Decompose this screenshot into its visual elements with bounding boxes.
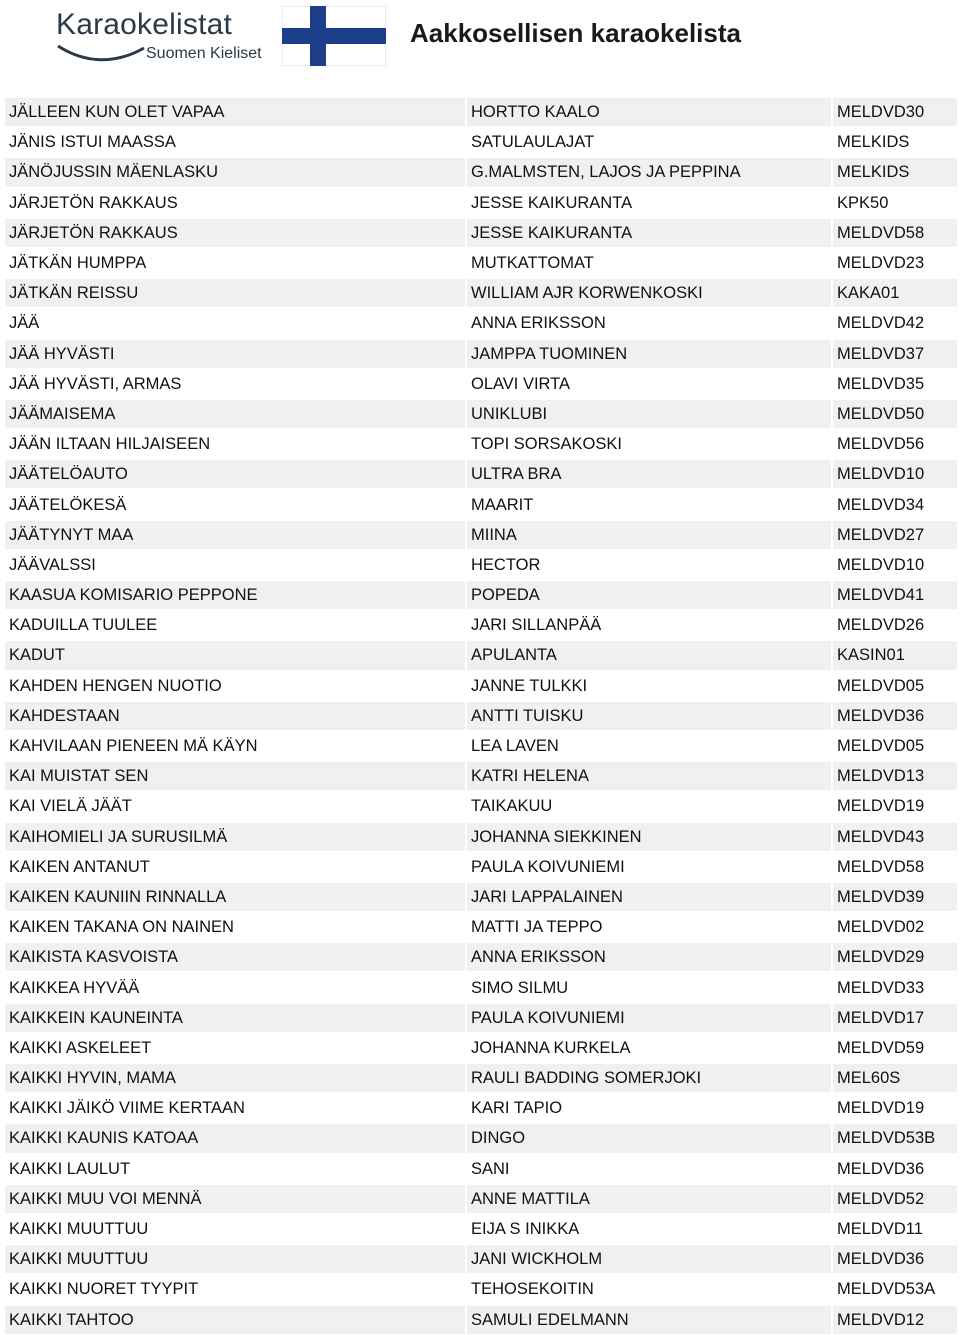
song-title-cell: KAIKEN ANTANUT — [5, 851, 465, 881]
song-title-cell: KAIHOMIELI JA SURUSILMÄ — [5, 821, 465, 851]
artist-cell: SANI — [467, 1153, 831, 1183]
table-row — [5, 488, 957, 518]
table-row — [5, 368, 957, 398]
song-title-cell: KAIKKI ASKELEET — [5, 1032, 465, 1062]
logo-swoosh-icon — [56, 42, 146, 66]
song-title-cell: KAHVILAAN PIENEEN MÄ KÄYN — [5, 730, 465, 760]
artist-cell: JESSE KAIKURANTA — [467, 187, 831, 217]
table-row — [5, 1122, 957, 1152]
artist-cell: ANNE MATTILA — [467, 1183, 831, 1213]
table-row — [5, 1213, 957, 1243]
logo-title: Karaokelistat — [56, 8, 233, 41]
table-row — [5, 609, 957, 639]
table-row — [5, 307, 957, 337]
table-row — [5, 851, 957, 881]
table-row — [5, 1032, 957, 1062]
artist-cell: UNIKLUBI — [467, 398, 831, 428]
table-row — [5, 398, 957, 428]
disc-code-cell: MELDVD10 — [833, 549, 957, 579]
song-title-cell: JÄÄ HYVÄSTI, ARMAS — [5, 368, 465, 398]
song-title-cell: JÄÄTELÖKESÄ — [5, 488, 465, 518]
artist-cell: SAMULI EDELMANN — [467, 1304, 831, 1334]
song-title-cell: KAI MUISTAT SEN — [5, 760, 465, 790]
artist-cell: KATRI HELENA — [467, 760, 831, 790]
song-title-cell: JÄRJETÖN RAKKAUS — [5, 187, 465, 217]
song-title-cell: JÄTKÄN HUMPPA — [5, 247, 465, 277]
song-title-cell: KAIKKI JÄIKÖ VIIME KERTAAN — [5, 1092, 465, 1122]
artist-cell: G.MALMSTEN, LAJOS JA PEPPINA — [467, 156, 831, 186]
disc-code-cell: MELDVD23 — [833, 247, 957, 277]
table-row — [5, 1304, 957, 1334]
song-title-cell: KAIKKI LAULUT — [5, 1153, 465, 1183]
disc-code-cell: MELDVD35 — [833, 368, 957, 398]
artist-cell: MUTKATTOMAT — [467, 247, 831, 277]
disc-code-cell: MELDVD26 — [833, 609, 957, 639]
song-title-cell: JÄLLEEN KUN OLET VAPAA — [5, 96, 465, 126]
song-title-cell: JÄÄTYNYT MAA — [5, 519, 465, 549]
artist-cell: KARI TAPIO — [467, 1092, 831, 1122]
song-title-cell: KAIKKI KAUNIS KATOAA — [5, 1122, 465, 1152]
artist-cell: JAMPPA TUOMINEN — [467, 338, 831, 368]
table-row — [5, 1153, 957, 1183]
disc-code-cell: MELDVD33 — [833, 971, 957, 1001]
song-title-cell: KAASUA KOMISARIO PEPPONE — [5, 579, 465, 609]
disc-code-cell: MELDVD59 — [833, 1032, 957, 1062]
artist-cell: LEA LAVEN — [467, 730, 831, 760]
table-row — [5, 247, 957, 277]
song-title-cell: KAIKKI HYVIN, MAMA — [5, 1062, 465, 1092]
disc-code-cell: MELDVD05 — [833, 670, 957, 700]
disc-code-cell: MELDVD37 — [833, 338, 957, 368]
table-row — [5, 519, 957, 549]
artist-cell: WILLIAM AJR KORWENKOSKI — [467, 277, 831, 307]
table-row — [5, 790, 957, 820]
artist-cell: ULTRA BRA — [467, 458, 831, 488]
disc-code-cell: MELDVD53A — [833, 1273, 957, 1303]
disc-code-cell: MELDVD19 — [833, 790, 957, 820]
table-row — [5, 338, 957, 368]
disc-code-cell: MELDVD41 — [833, 579, 957, 609]
artist-cell: APULANTA — [467, 639, 831, 669]
disc-code-cell: MELDVD58 — [833, 851, 957, 881]
table-row — [5, 760, 957, 790]
disc-code-cell: MELDVD27 — [833, 519, 957, 549]
song-title-cell: JÄÄMAISEMA — [5, 398, 465, 428]
table-row — [5, 1243, 957, 1273]
table-row — [5, 277, 957, 307]
table-row — [5, 1062, 957, 1092]
song-title-cell: KAIKEN KAUNIIN RINNALLA — [5, 881, 465, 911]
disc-code-cell: MELDVD53B — [833, 1122, 957, 1152]
song-title-cell: KADUILLA TUULEE — [5, 609, 465, 639]
artist-cell: ANNA ERIKSSON — [467, 941, 831, 971]
table-row — [5, 911, 957, 941]
disc-code-cell: MELDVD36 — [833, 700, 957, 730]
song-title-cell: KAIKKI TAHTOO — [5, 1304, 465, 1334]
artist-cell: DINGO — [467, 1122, 831, 1152]
table-row — [5, 96, 957, 126]
table-row — [5, 549, 957, 579]
artist-cell: MATTI JA TEPPO — [467, 911, 831, 941]
artist-cell: OLAVI VIRTA — [467, 368, 831, 398]
song-title-cell: JÄNÖJUSSIN MÄENLASKU — [5, 156, 465, 186]
song-title-cell: JÄRJETÖN RAKKAUS — [5, 217, 465, 247]
artist-cell: ANNA ERIKSSON — [467, 307, 831, 337]
logo-subtitle: Suomen Kieliset — [146, 45, 262, 62]
disc-code-cell: MELDVD50 — [833, 398, 957, 428]
artist-cell: JANNE TULKKI — [467, 670, 831, 700]
song-title-cell: JÄTKÄN REISSU — [5, 277, 465, 307]
song-title-cell: KADUT — [5, 639, 465, 669]
song-title-cell: KAIKKI MUUTTUU — [5, 1213, 465, 1243]
table-row — [5, 217, 957, 247]
disc-code-cell: MELDVD56 — [833, 428, 957, 458]
table-row — [5, 126, 957, 156]
song-title-cell: JÄÄTELÖAUTO — [5, 458, 465, 488]
artist-cell: RAULI BADDING SOMERJOKI — [467, 1062, 831, 1092]
table-row — [5, 458, 957, 488]
table-row — [5, 579, 957, 609]
song-title-cell: KAIKEN TAKANA ON NAINEN — [5, 911, 465, 941]
song-title-cell: KAIKKI NUORET TYYPIT — [5, 1273, 465, 1303]
page-header — [0, 0, 960, 96]
table-row — [5, 1002, 957, 1032]
table-row — [5, 881, 957, 911]
table-row — [5, 700, 957, 730]
table-row — [5, 821, 957, 851]
table-row — [5, 941, 957, 971]
artist-cell: HECTOR — [467, 549, 831, 579]
artist-cell: JANI WICKHOLM — [467, 1243, 831, 1273]
disc-code-cell: MELDVD42 — [833, 307, 957, 337]
artist-cell: MAARIT — [467, 488, 831, 518]
disc-code-cell: MELDVD19 — [833, 1092, 957, 1122]
song-title-cell: JÄNIS ISTUI MAASSA — [5, 126, 465, 156]
disc-code-cell: KAKA01 — [833, 277, 957, 307]
disc-code-cell: MELDVD05 — [833, 730, 957, 760]
song-title-cell: JÄÄ — [5, 307, 465, 337]
karaoke-song-table — [3, 96, 959, 1334]
page-title: Aakkosellisen karaokelista — [410, 18, 741, 48]
karaokelistat-logo — [56, 8, 276, 66]
artist-cell: JOHANNA KURKELA — [467, 1032, 831, 1062]
song-title-cell: KAI VIELÄ JÄÄT — [5, 790, 465, 820]
disc-code-cell: MELDVD36 — [833, 1243, 957, 1273]
disc-code-cell: MELDVD29 — [833, 941, 957, 971]
table-row — [5, 428, 957, 458]
table-row — [5, 730, 957, 760]
disc-code-cell: MELDVD02 — [833, 911, 957, 941]
song-title-cell: KAIKKI MUU VOI MENNÄ — [5, 1183, 465, 1213]
disc-code-cell: KPK50 — [833, 187, 957, 217]
disc-code-cell: MELDVD12 — [833, 1304, 957, 1334]
finnish-flag-icon — [282, 6, 386, 66]
song-title-cell: JÄÄVALSSI — [5, 549, 465, 579]
artist-cell: JARI LAPPALAINEN — [467, 881, 831, 911]
disc-code-cell: KASIN01 — [833, 639, 957, 669]
table-row — [5, 639, 957, 669]
song-title-cell: KAIKKI MUUTTUU — [5, 1243, 465, 1273]
disc-code-cell: MELKIDS — [833, 156, 957, 186]
artist-cell: EIJA S INIKKA — [467, 1213, 831, 1243]
disc-code-cell: MELDVD13 — [833, 760, 957, 790]
song-title-cell: KAHDEN HENGEN NUOTIO — [5, 670, 465, 700]
table-row — [5, 187, 957, 217]
artist-cell: POPEDA — [467, 579, 831, 609]
artist-cell: TAIKAKUU — [467, 790, 831, 820]
artist-cell: SIMO SILMU — [467, 971, 831, 1001]
artist-cell: SATULAULAJAT — [467, 126, 831, 156]
table-row — [5, 1183, 957, 1213]
disc-code-cell: MELDVD39 — [833, 881, 957, 911]
table-row — [5, 1273, 957, 1303]
song-title-cell: JÄÄN ILTAAN HILJAISEEN — [5, 428, 465, 458]
disc-code-cell: MELDVD36 — [833, 1153, 957, 1183]
song-title-cell: KAIKISTA KASVOISTA — [5, 941, 465, 971]
disc-code-cell: MELDVD11 — [833, 1213, 957, 1243]
disc-code-cell: MELDVD34 — [833, 488, 957, 518]
artist-cell: PAULA KOIVUNIEMI — [467, 851, 831, 881]
disc-code-cell: MELKIDS — [833, 126, 957, 156]
artist-cell: JOHANNA SIEKKINEN — [467, 821, 831, 851]
disc-code-cell: MELDVD17 — [833, 1002, 957, 1032]
table-row — [5, 1092, 957, 1122]
disc-code-cell: MELDVD10 — [833, 458, 957, 488]
disc-code-cell: MELDVD43 — [833, 821, 957, 851]
song-title-cell: KAIKKEIN KAUNEINTA — [5, 1002, 465, 1032]
artist-cell: ANTTI TUISKU — [467, 700, 831, 730]
disc-code-cell: MEL60S — [833, 1062, 957, 1092]
disc-code-cell: MELDVD30 — [833, 96, 957, 126]
artist-cell: JESSE KAIKURANTA — [467, 217, 831, 247]
disc-code-cell: MELDVD58 — [833, 217, 957, 247]
song-title-cell: JÄÄ HYVÄSTI — [5, 338, 465, 368]
artist-cell: TEHOSEKOITIN — [467, 1273, 831, 1303]
song-title-cell: KAHDESTAAN — [5, 700, 465, 730]
artist-cell: TOPI SORSAKOSKI — [467, 428, 831, 458]
disc-code-cell: MELDVD52 — [833, 1183, 957, 1213]
artist-cell: MIINA — [467, 519, 831, 549]
table-row — [5, 156, 957, 186]
artist-cell: HORTTO KAALO — [467, 96, 831, 126]
table-row — [5, 971, 957, 1001]
song-rows — [5, 96, 957, 1334]
artist-cell: PAULA KOIVUNIEMI — [467, 1002, 831, 1032]
artist-cell: JARI SILLANPÄÄ — [467, 609, 831, 639]
song-title-cell: KAIKKEA HYVÄÄ — [5, 971, 465, 1001]
table-row — [5, 670, 957, 700]
